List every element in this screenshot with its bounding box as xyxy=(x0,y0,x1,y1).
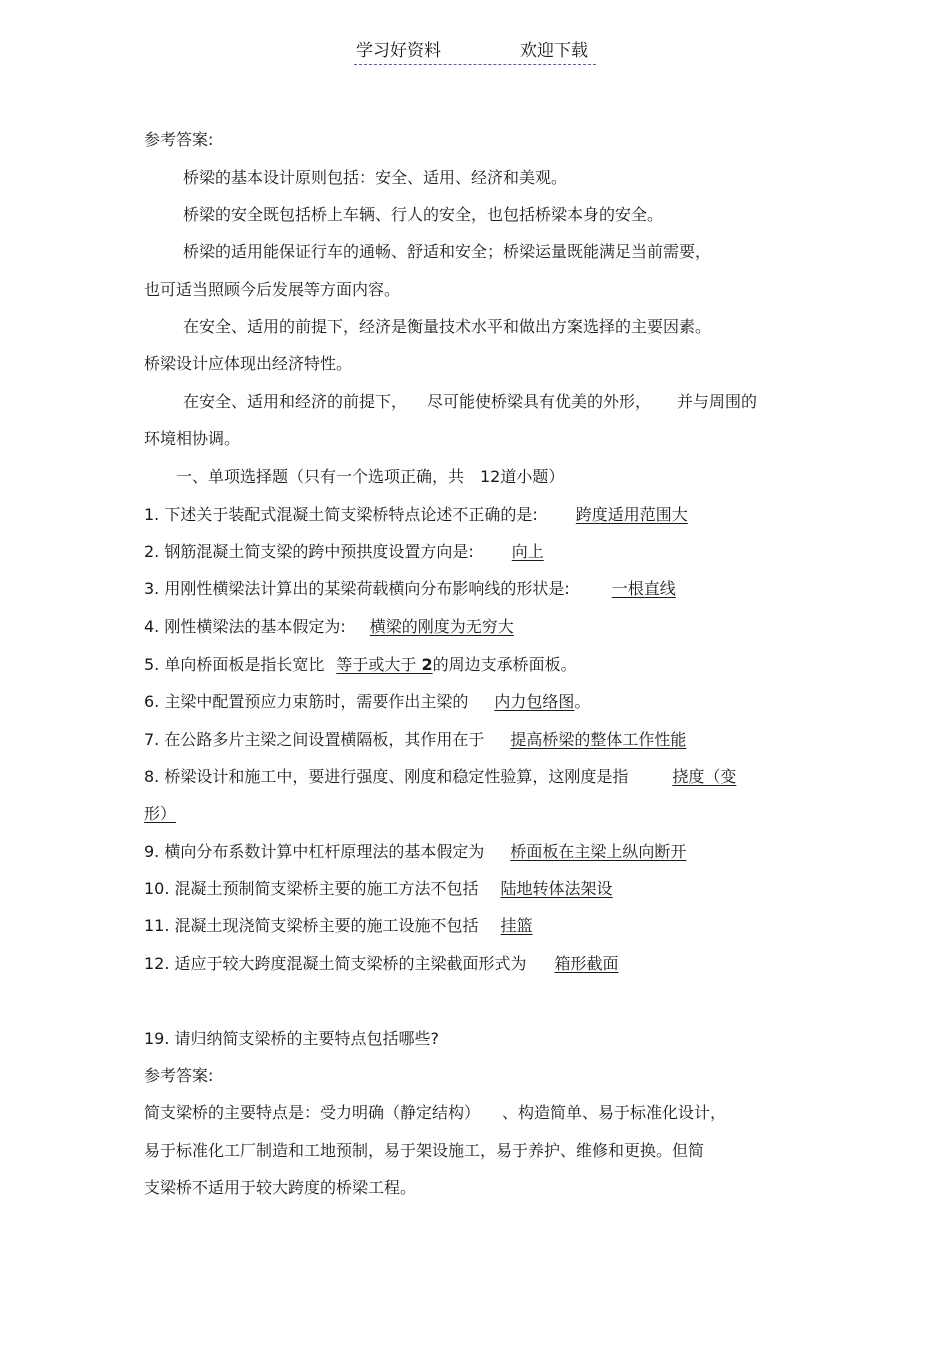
answer-text: 箱形截面 xyxy=(554,954,619,973)
paragraph-5b: 环境相协调。 xyxy=(144,429,241,448)
question-10 xyxy=(144,878,613,900)
question-5 xyxy=(144,654,577,676)
question-text: 3. 用刚性横梁法计算出的某梁荷载横向分布影响线的形状是: xyxy=(144,579,570,598)
answer-19-part2: 、构造简单、易于标准化设计， xyxy=(502,1103,727,1122)
answer-text: 提高桥梁的整体工作性能 xyxy=(510,730,687,749)
question-text: 2. 钢筋混凝土简支梁的跨中预拱度设置方向是: xyxy=(144,542,474,561)
question-2 xyxy=(144,541,544,563)
paragraph-5a-part3: 并与周围的 xyxy=(677,392,758,411)
answer-19-part1: 简支梁桥的主要特点是：受力明确（静定结构） xyxy=(144,1103,481,1122)
answer-part: 等于或大于 xyxy=(336,655,417,674)
answer-19-line-3: 支梁桥不适用于较大跨度的桥梁工程。 xyxy=(144,1178,417,1197)
paragraph-5a xyxy=(183,391,757,413)
answer-text: 向上 xyxy=(511,542,544,561)
question-4 xyxy=(144,616,514,638)
page-header xyxy=(354,40,596,65)
question-19: 19. 请归纳简支梁桥的主要特点包括哪些? xyxy=(144,1029,440,1048)
answer-19-line-1 xyxy=(144,1102,726,1124)
question-7 xyxy=(144,729,686,751)
question-12 xyxy=(144,953,619,975)
question-text: 6. 主梁中配置预应力束筋时，需要作出主梁的 xyxy=(144,692,469,711)
question-text: 8. 桥梁设计和施工中，要进行强度、刚度和稳定性验算，这刚度是指 xyxy=(144,767,629,786)
question-11 xyxy=(144,915,533,937)
answer-text: 跨度适用范围大 xyxy=(575,505,688,524)
answer-text: 一根直线 xyxy=(611,579,676,598)
answer-text: 陆地转体法架设 xyxy=(500,879,613,898)
question-8-continued xyxy=(144,803,176,825)
question-text: 10. 混凝土预制简支梁桥主要的施工方法不包括 xyxy=(144,879,479,898)
paragraph-2: 桥梁的安全既包括桥上车辆、行人的安全，也包括桥梁本身的安全。 xyxy=(183,205,664,224)
answer-number: 2 xyxy=(421,655,433,674)
reference-answer-label: 参考答案: xyxy=(144,130,214,149)
header-left-text: 学习好资料 xyxy=(356,41,441,61)
paragraph-5a-part1: 在安全、适用和经济的前提下， xyxy=(183,392,408,411)
question-text: 9. 横向分布系数计算中杠杆原理法的基本假定为 xyxy=(144,842,485,861)
answer-19-line-2: 易于标准化工厂制造和工地预制，易于架设施工，易于养护、维修和更换。但简 xyxy=(144,1141,705,1160)
paragraph-4a: 在安全、适用的前提下，经济是衡量技术水平和做出方案选择的主要因素。 xyxy=(183,317,712,336)
mc-heading: 一、单项选择题（只有一个选项正确，共 12道小题） xyxy=(176,467,565,486)
answer-text: 挂篮 xyxy=(500,916,533,935)
question-9 xyxy=(144,841,686,863)
answer-text xyxy=(336,655,432,674)
header-right-text: 欢迎下载 xyxy=(520,41,588,61)
question-1 xyxy=(144,504,688,526)
paragraph-4b: 桥梁设计应体现出经济特性。 xyxy=(144,354,353,373)
question-text: 12. 适应于较大跨度混凝土简支梁桥的主梁截面形式为 xyxy=(144,954,527,973)
paragraph-5a-part2: 尽可能使桥梁具有优美的外形， xyxy=(427,392,652,411)
question-tail: 的周边支承桥面板。 xyxy=(432,655,577,674)
answer-text: 横梁的刚度为无穷大 xyxy=(369,617,514,636)
question-3 xyxy=(144,578,676,600)
question-8 xyxy=(144,766,736,788)
reference-answer-label-2: 参考答案: xyxy=(144,1066,214,1085)
question-tail: 。 xyxy=(574,692,591,711)
answer-text: 内力包络图 xyxy=(494,692,575,711)
question-text: 11. 混凝土现浇简支梁桥主要的施工设施不包括 xyxy=(144,916,479,935)
answer-text: 桥面板在主梁上纵向断开 xyxy=(510,842,687,861)
question-text: 5. 单向桥面板是指长宽比 xyxy=(144,655,325,674)
paragraph-3b: 也可适当照顾今后发展等方面内容。 xyxy=(144,280,401,299)
answer-text: 形） xyxy=(144,804,177,823)
paragraph-1: 桥梁的基本设计原则包括：安全、适用、经济和美观。 xyxy=(183,168,568,187)
question-6 xyxy=(144,691,590,713)
paragraph-3a: 桥梁的适用能保证行车的通畅、舒适和安全；桥梁运量既能满足当前需要， xyxy=(183,242,712,261)
question-text: 4. 刚性横梁法的基本假定为: xyxy=(144,617,346,636)
answer-text: 挠度（变 xyxy=(672,767,737,786)
question-text: 1. 下述关于装配式混凝土简支梁桥特点论述不正确的是: xyxy=(144,505,538,524)
question-text: 7. 在公路多片主梁之间设置横隔板，其作用在于 xyxy=(144,730,485,749)
